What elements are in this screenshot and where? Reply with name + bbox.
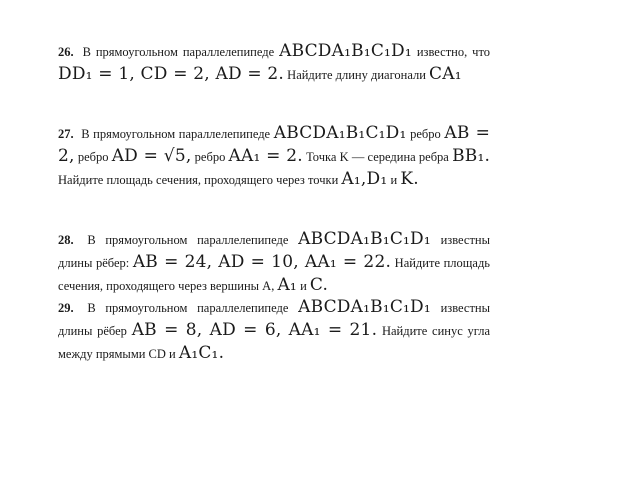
problem-27 xyxy=(58,122,490,191)
problem-text: В прямоугольном параллелепипеде xyxy=(87,301,289,315)
math-expression: AD = √5, xyxy=(111,146,192,166)
problem-text: В прямоугольном параллелепипеде xyxy=(87,233,289,247)
problem-text: Найдите площадь сечения, проходящего через точки xyxy=(58,173,339,187)
problem-text: Точка K — середина ребра xyxy=(306,150,449,164)
problem-text: известно, что xyxy=(416,45,491,59)
problem-number: 26. xyxy=(58,45,74,59)
problem-text: Найдите площадь сечения, проходящего через вершины A, xyxy=(58,256,490,293)
math-expression: C. xyxy=(309,275,329,295)
math-expression: AB = 8, AD = 6, AA₁ = 21. xyxy=(131,320,378,340)
problem-text: В прямоугольном параллелепипеде xyxy=(81,127,271,141)
math-expression: ABCDA₁B₁C₁D₁ xyxy=(273,123,407,143)
math-expression: A₁ xyxy=(277,275,297,295)
math-expression: AA₁ = 2. xyxy=(228,146,303,166)
problem-number: 27. xyxy=(58,127,74,141)
problem-number: 29. xyxy=(58,301,74,315)
problem-text: Найдите синус угла между прямыми CD и xyxy=(58,324,491,361)
math-expression: DD₁ = 1, CD = 2, AD = 2. xyxy=(58,64,285,84)
math-expression: AB = 2, xyxy=(58,123,491,166)
problem-26 xyxy=(58,40,490,86)
problem-text: и xyxy=(390,173,398,187)
math-expression: ABCDA₁B₁C₁D₁ xyxy=(298,229,431,249)
math-expression: ABCDA₁B₁C₁D₁ xyxy=(298,297,431,317)
problem-text: В прямоугольном параллелепипеде xyxy=(82,45,275,59)
problem-28 xyxy=(58,228,490,297)
problem-text: ребро xyxy=(410,127,441,141)
problem-text: известны длины рёбер: xyxy=(58,233,491,270)
problem-text: Найдите длину диагонали xyxy=(287,68,426,82)
problem-text: ребро xyxy=(194,150,226,164)
math-expression: AB = 24, AD = 10, AA₁ = 22. xyxy=(132,252,392,272)
math-expression: BB₁. xyxy=(452,146,491,166)
math-expression: K. xyxy=(400,169,419,189)
math-expression: A₁C₁. xyxy=(178,343,225,363)
math-expression: A₁,D₁ xyxy=(341,169,388,189)
math-expression: CA₁ xyxy=(429,64,462,84)
math-expression: ABCDA₁B₁C₁D₁ xyxy=(279,41,412,61)
problem-text: и xyxy=(300,279,307,293)
problem-number: 28. xyxy=(58,233,74,247)
problem-text: ребро xyxy=(77,150,109,164)
problem-text: известны длины рёбер xyxy=(58,301,491,338)
problem-29 xyxy=(58,296,490,365)
